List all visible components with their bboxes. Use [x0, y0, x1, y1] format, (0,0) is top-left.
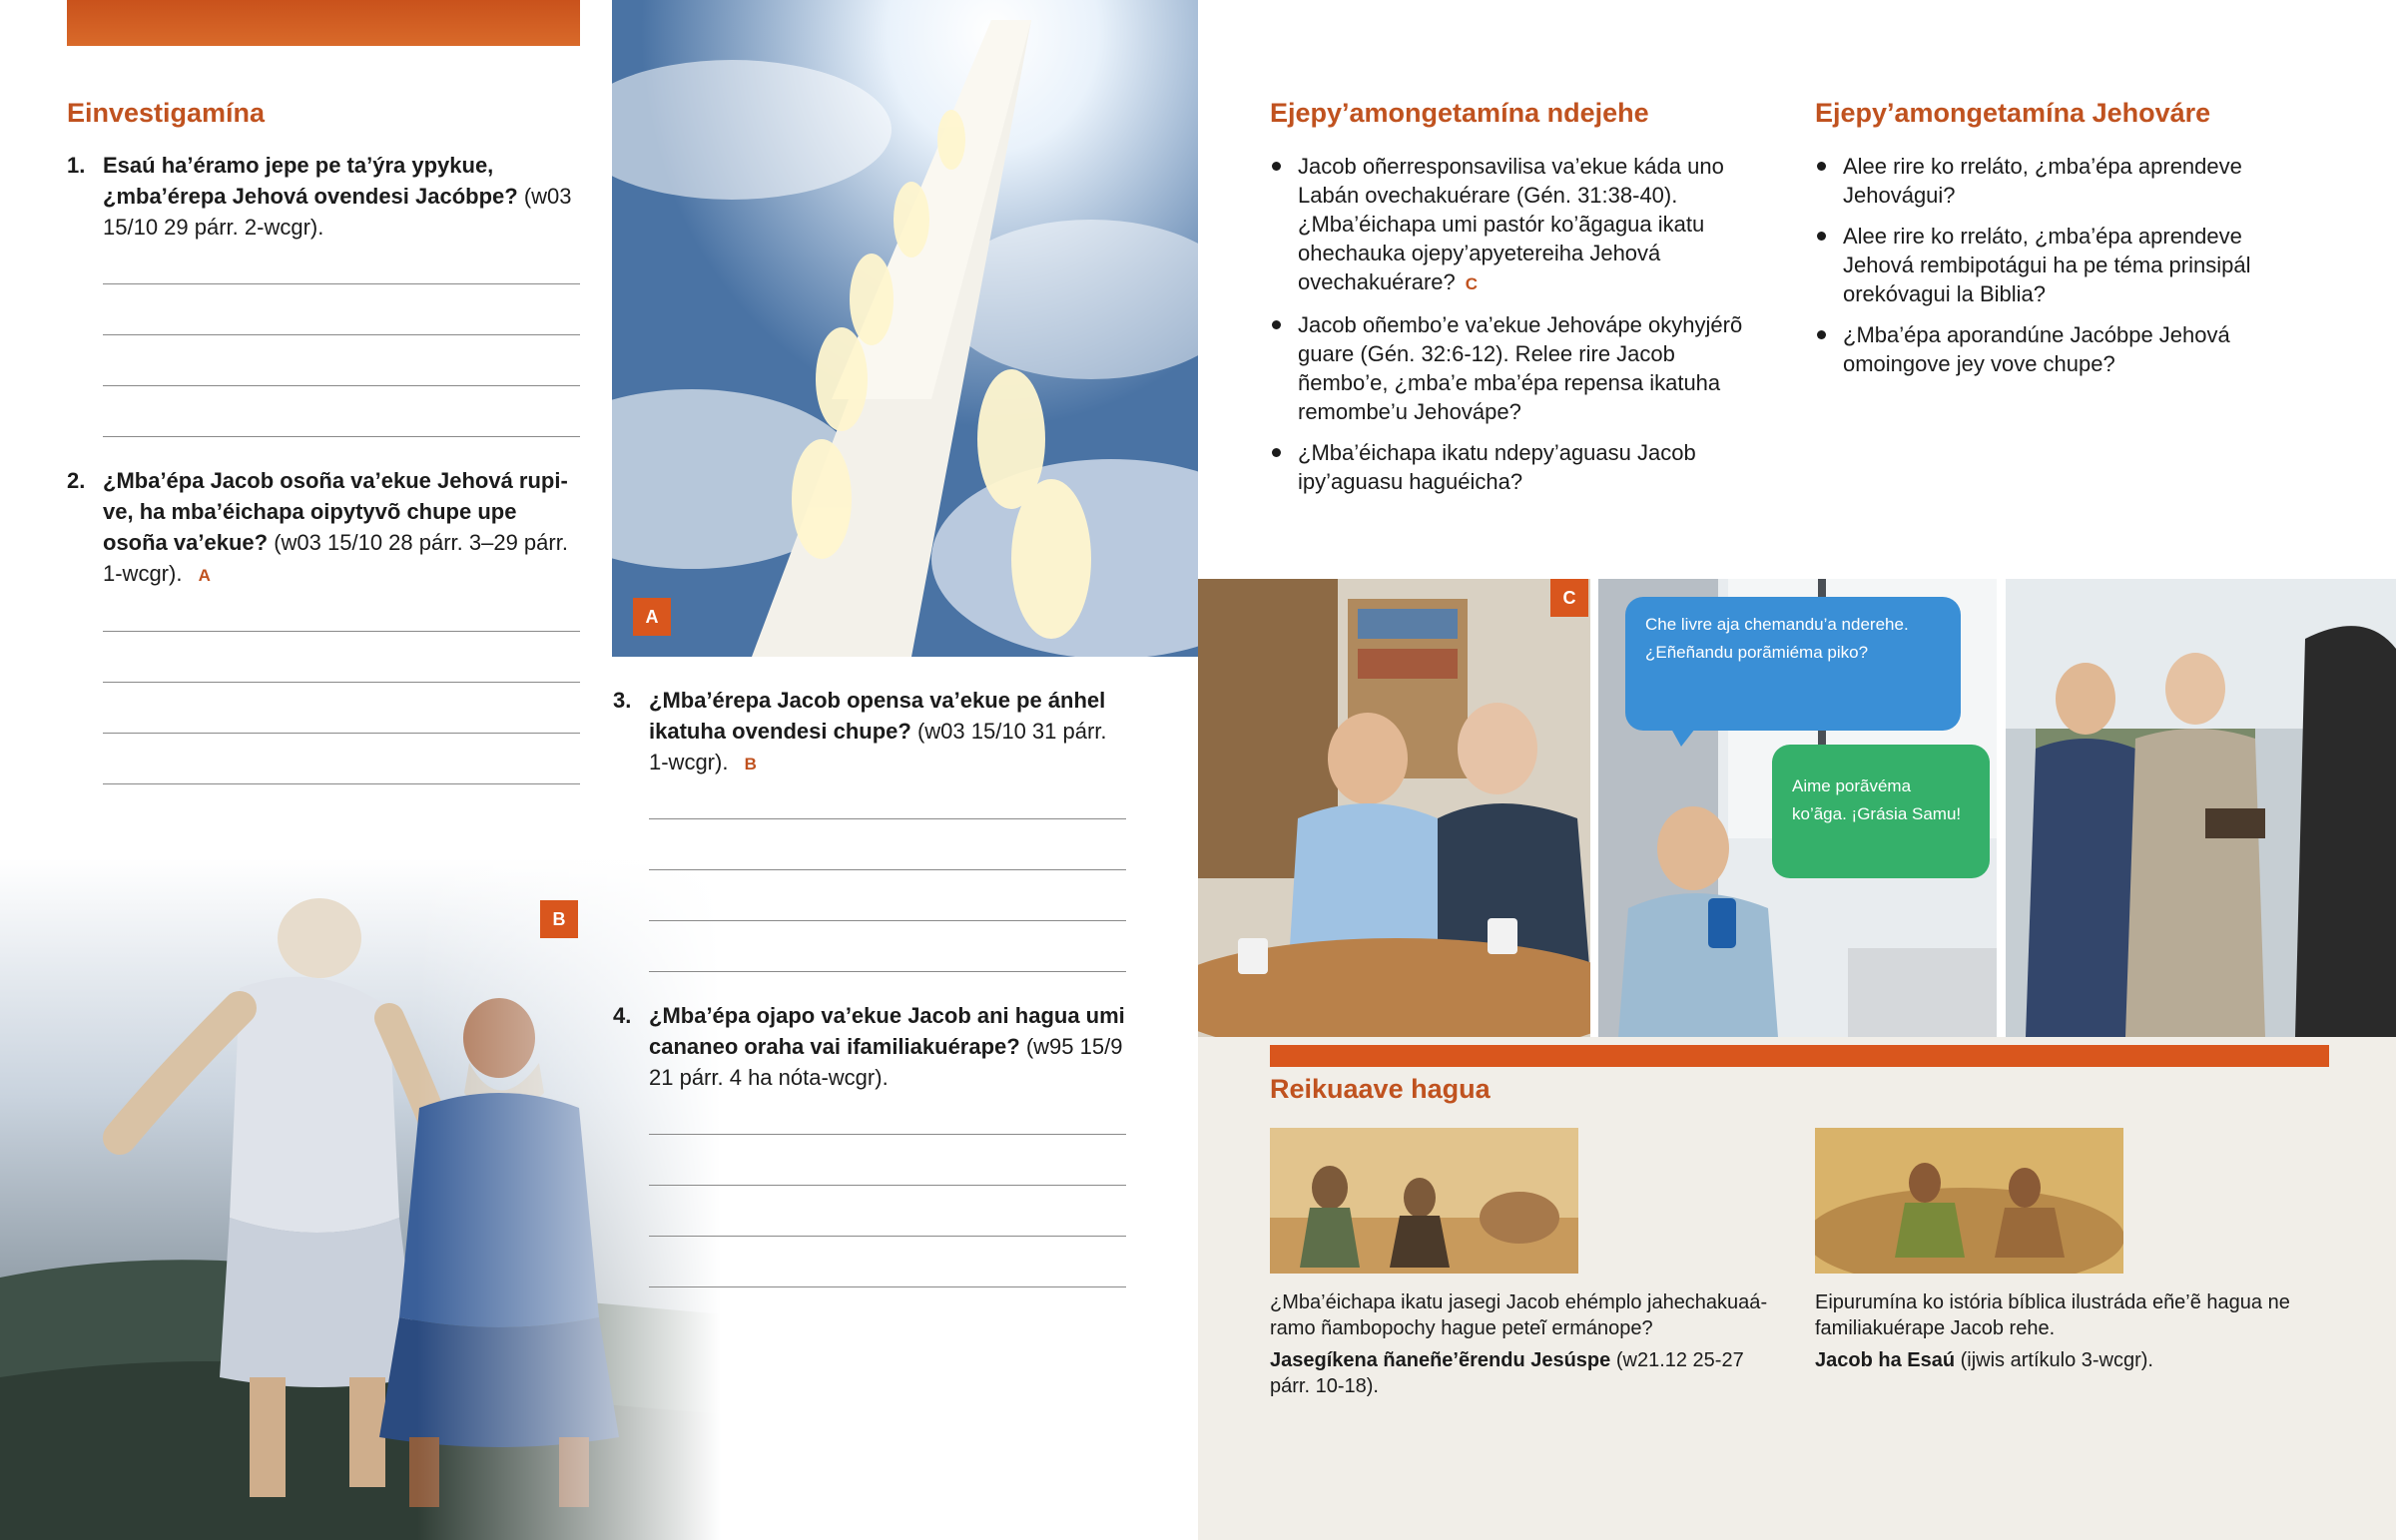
list-item: Alee rire ko rreláto, ¿mba’épa aprendeve Jehová rembipotágui ha pe téma prinsipál orekóvagui la Biblia? — [1815, 222, 2294, 308]
illustration-stairway-angels — [612, 0, 1198, 657]
bubble-text: Aime porãvéma ko’ãga. ¡Grásia Samu! — [1792, 776, 1962, 823]
image-badge-b: B — [540, 900, 578, 938]
question-number: 1. — [67, 153, 86, 178]
thumbnail-jacob-esau-meeting[interactable] — [1270, 1128, 1578, 1274]
section-heading-reflect-jehovah: Ejepy’amongetamína Jehováre — [1815, 98, 2211, 128]
reflect-self-list — [1270, 152, 1749, 508]
speech-bubble-message-2 — [1772, 745, 1990, 878]
list-item: Jacob oñembo’e va’ekue Jehovápe okyhyjérõ guare (Gén. 32:6-12). Relee rire Jacob ñembo’e, ¿mba’e mba’épa repensa ikatuha remombe’u Jehovápe? — [1270, 310, 1749, 426]
question-2 — [67, 465, 582, 591]
question-text: ¿Mba’épa Jacob osoña va’ekue Jehová rupive, ha mba’éichapa oipytyvõ chupe upe osoña va’ekue? — [103, 468, 568, 555]
answer-lines-1[interactable] — [103, 246, 580, 437]
further-item-text: Eipurumína ko istória bíblica ilustráda eñe’ẽ hagua ne familiakuérape Jacob rehe. — [1815, 1291, 2290, 1339]
question-3 — [613, 685, 1128, 779]
image-badge-c: C — [1550, 579, 1588, 617]
section-heading-further-study: Reikuaave hagua — [1270, 1074, 1491, 1104]
bubble-text: Che livre aja chemandu’a nderehe. ¿Eñeñandu porãmiéma piko? — [1645, 615, 1909, 662]
further-item-text: ¿Mba’éichapa ikatu jasegi Jacob ehémplo jahechakuaáramo ñambopochy hague peteĩ ermánope? — [1270, 1291, 1768, 1339]
question-reference: (w03 15/10 29 párr. 2-wcgr). — [103, 184, 572, 240]
question-4 — [613, 1000, 1128, 1093]
image-marker: B — [744, 755, 757, 773]
image-badge-a: A — [633, 598, 671, 636]
further-item-reference: (ijwis artíkulo 3-wcgr). — [1960, 1349, 2153, 1371]
list-item: ¿Mba’épa aporandúne Jacóbpe Jehová omoingove jey vove chupe? — [1815, 320, 2294, 378]
list-item: ¿Mba’éichapa ikatu ndepy’aguasu Jacob ipy’aguasu haguéicha? — [1270, 438, 1749, 496]
question-text: ¿Mba’épa ojapo va’ekue Jacob ani hagua umi cananeo oraha vai ifamiliakuérape? — [649, 1003, 1125, 1059]
image-marker: A — [198, 566, 211, 585]
question-number: 3. — [613, 688, 632, 713]
speech-bubble-message-1 — [1625, 597, 1961, 731]
list-item: Jacob oñerresponsavilisa va’ekue káda uno Labán ovechakuérare (Gén. 31:38-40). ¿Mba’éichapa umi pastór ko’ãgagua ikatu ohechauka ojepy’apyetereiha Jehová ovechakuérare? C — [1270, 152, 1749, 298]
further-item-1 — [1270, 1289, 1789, 1399]
question-reference: (w03 15/10 28 párr. 3–29 párr. 1-wcgr). — [103, 530, 568, 586]
further-item-2 — [1815, 1289, 2334, 1373]
question-number: 2. — [67, 468, 86, 493]
accent-bar — [1270, 1045, 2329, 1067]
section-heading-reflect-self: Ejepy’amongetamína ndejehe — [1270, 98, 1649, 128]
further-item-title[interactable]: Jasegíkena ñaneñe’ẽrendu Jesúspe — [1270, 1349, 1611, 1371]
further-item-title[interactable]: Jacob ha Esaú — [1815, 1349, 1956, 1371]
photo-men-talking-table — [1198, 579, 1590, 1037]
question-reference: (w03 15/10 31 párr. 1-wcgr). — [649, 719, 1107, 774]
illustration-jacob-wrestling-angel — [0, 858, 759, 1540]
question-text: ¿Mba’érepa Jacob opensa va’ekue pe ánhel ikatuha ovendesi chupe? — [649, 688, 1106, 744]
answer-lines-4[interactable] — [649, 1096, 1126, 1287]
question-reference: (w95 15/9 21 párr. 4 ha nóta-wcgr). — [649, 1034, 1123, 1090]
further-study-panel — [1198, 1037, 2396, 1540]
section-heading-investigate: Einvestigamína — [67, 98, 266, 128]
photo-men-in-ministry — [2006, 579, 2396, 1037]
thumbnail-jacob-esau-story[interactable] — [1815, 1128, 2123, 1274]
question-1 — [67, 150, 582, 243]
further-item-reference: (w21.12 25-27 párr. 10-18). — [1270, 1349, 1744, 1397]
answer-lines-3[interactable] — [649, 780, 1126, 972]
decorative-orange-strip — [67, 0, 580, 46]
reflect-jehovah-list — [1815, 152, 2294, 390]
question-number: 4. — [613, 1003, 632, 1028]
image-marker: C — [1465, 274, 1479, 293]
answer-lines-2[interactable] — [103, 593, 580, 784]
list-item: Alee rire ko rreláto, ¿mba’épa aprendeve Jehovágui? — [1815, 152, 2294, 210]
question-text: Esaú ha’éramo jepe pe ta’ýra ypykue, ¿mba’érepa Jehová ovendesi Jacóbpe? — [103, 153, 518, 209]
